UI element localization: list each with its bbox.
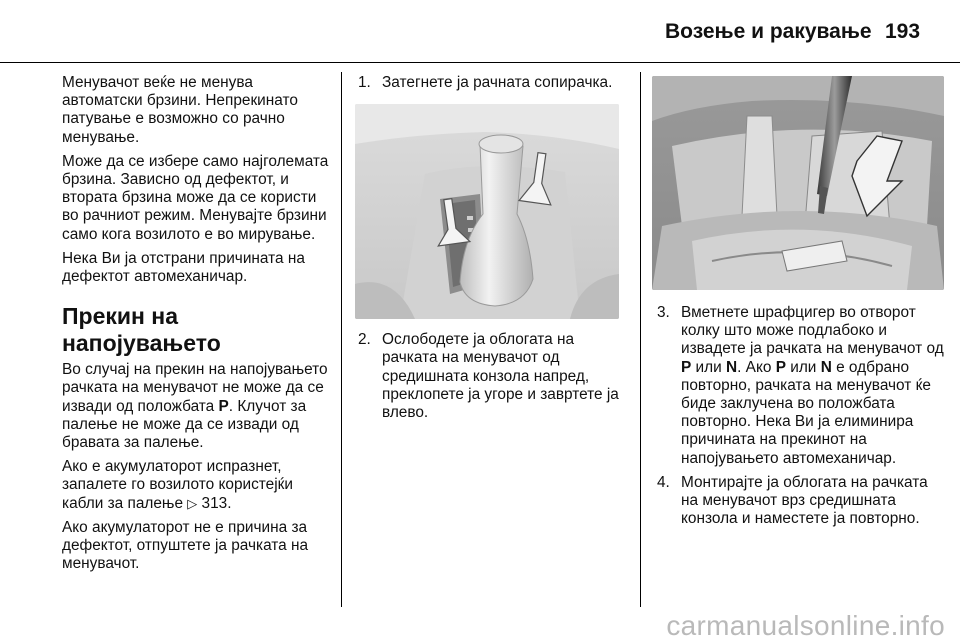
watermark-text: carmanualsonline.info <box>666 610 945 641</box>
column-1 <box>62 74 334 579</box>
paragraph-power-failure: Во случај на прекин на напојувањето рачката на менувачот не може да се извади од положбата P. Клучот за палење не може да се извади од бравата за палење. <box>62 361 328 452</box>
cross-reference-page[interactable]: 313. <box>197 494 232 512</box>
column-divider-left <box>341 72 342 607</box>
cross-reference-icon[interactable]: ▷ <box>187 495 198 511</box>
running-head-title: Возење и ракување <box>665 20 872 43</box>
step-text: Вметнете шрафцигер во отворот колку што може подлабоко и извадете ја рачката на менувачот од P или N. Ако P или N е одбрано повторно, рачката на менувачот ќе биде заклучена во положбата повторно. Нека Ви ја елиминира причината на прекинот на напојувањето автомеханичар. <box>681 304 944 467</box>
column-3 <box>657 74 947 528</box>
step-4 <box>657 474 947 529</box>
gear-position-p: P <box>218 397 229 415</box>
paragraph-highest-gear: Може да се избере само најголемата брзина. Зависно од дефектот, и втората брзина може да се користи во рачниот режим. Менувајте брзини само кога возилото е во мирување. <box>62 152 329 243</box>
step-number: 2. <box>358 331 371 349</box>
paragraph-mechanic: Нека Ви ја отстрани причината на дефектот автомеханичар. <box>62 249 305 286</box>
paragraph-battery-discharged: Ако е акумулаторот испразнет, запалете го возилото користејќи кабли за палење ▷ 313. <box>62 458 293 512</box>
step-number: 3. <box>657 304 670 321</box>
page-header <box>0 0 960 63</box>
step-text: Затегнете ја рачната сопирачка. <box>382 74 613 91</box>
paragraph-gear-failure: Менувачот веќе не менува автоматски брзини. Непрекинато патување е возможно со рачно менување. <box>62 74 298 146</box>
column-divider-right <box>640 72 641 607</box>
step-number: 1. <box>358 74 371 91</box>
column-2 <box>358 74 626 422</box>
step-2 <box>358 331 626 422</box>
step-3 <box>657 304 947 468</box>
page-number: 193 <box>885 20 921 43</box>
step-text: Ослободете ја облогата на рачката на менувачот од средишната конзола напред, преклопете ја угоре и завртете ја влево. <box>382 331 619 422</box>
illustration-gear-lever-cover <box>355 104 619 319</box>
illustration-screwdriver-insertion <box>652 76 944 290</box>
step-1 <box>358 74 626 92</box>
step-number: 4. <box>657 473 670 491</box>
section-heading-power-failure: Прекин на напојувањето <box>62 303 221 357</box>
paragraph-release-lever: Ако акумулаторот не е причина за дефектот, отпуштете ја рачката на менувачот. <box>62 518 309 573</box>
step-text: Монтирајте ја облогата на рачката на менувачот врз средишната конзола и наместете ја повторно. <box>681 473 928 528</box>
